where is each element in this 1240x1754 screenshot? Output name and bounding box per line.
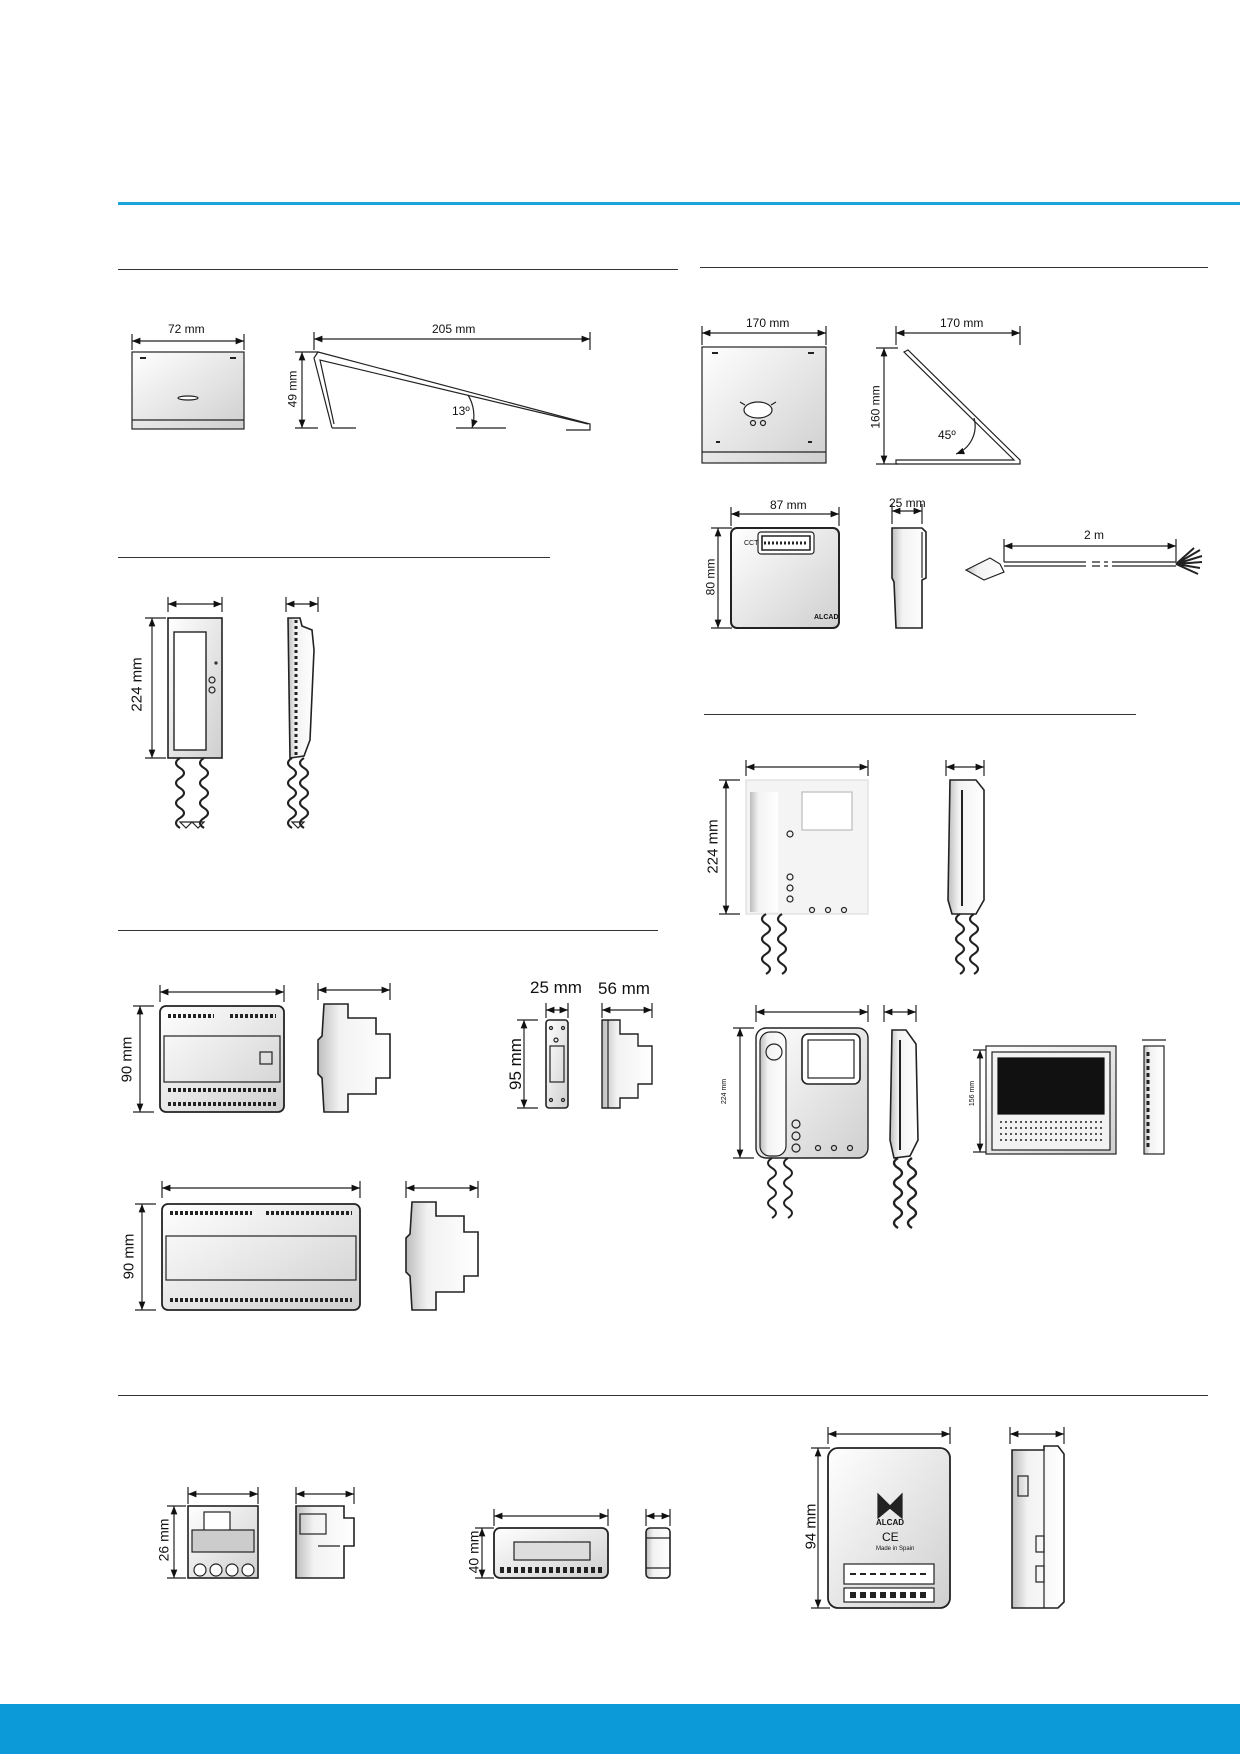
- stand1-height-label: 49 mm: [285, 370, 300, 408]
- handset-front: [145, 597, 222, 828]
- stand2-height-label: 160 mm: [868, 385, 883, 429]
- large-psu-height-label: 90 mm: [120, 1233, 138, 1280]
- psu-side: [318, 983, 390, 1112]
- ce-mark: CE: [882, 1530, 899, 1544]
- made-in-label: Made in Spain: [876, 1546, 915, 1552]
- stand2-depth-label: 170 mm: [940, 316, 984, 330]
- large-psu-front: [135, 1181, 360, 1310]
- cable-length-label: 2 m: [1084, 528, 1105, 542]
- monitor3-front: [973, 1046, 1116, 1154]
- scart-adapter-front: [711, 507, 839, 628]
- relay-side: [296, 1487, 354, 1578]
- distributor-front: [475, 1509, 608, 1578]
- monitor2-front: [733, 1005, 868, 1218]
- adapter-depth-label: 25 mm: [889, 496, 926, 510]
- amplifier-brand-logo: ALCAD: [876, 1518, 904, 1527]
- relay-front: [167, 1487, 258, 1578]
- amplifier-side: [1010, 1427, 1064, 1608]
- monitor1-side: [946, 760, 984, 974]
- scart-label: CCT: [744, 540, 759, 547]
- amplifier-height-label: 94 mm: [802, 1503, 820, 1550]
- distributor-height-label: 40 mm: [465, 1530, 482, 1574]
- scart-adapter-side: [892, 504, 926, 628]
- small-module-height-label: 95 mm: [505, 1038, 525, 1090]
- stand1-width-label: 72 mm: [168, 322, 205, 336]
- monitor2-side: [884, 1005, 918, 1228]
- stand2-width-label: 170 mm: [746, 316, 790, 330]
- psu-height-label: 90 mm: [118, 1036, 136, 1083]
- scart-cable: [966, 539, 1202, 580]
- small-module-depth-label: 56 mm: [598, 979, 650, 998]
- adapter-brand-label: ALCAD: [814, 614, 839, 621]
- distributor-side: [646, 1509, 670, 1578]
- small-module-side: [602, 1003, 652, 1108]
- monitor3-side: [1142, 1040, 1166, 1154]
- stand1-length-label: 205 mm: [432, 322, 476, 336]
- adapter-width-label: 87 mm: [770, 498, 807, 512]
- relay-height-label: 26 mm: [155, 1518, 172, 1562]
- adapter-height-label: 80 mm: [703, 558, 718, 596]
- psu-front: [133, 985, 284, 1112]
- monitor-stand-side: [876, 326, 1020, 464]
- stand1-angle-label: 13º: [452, 404, 470, 418]
- handset-side: [286, 597, 318, 828]
- monitor-stand-front: [702, 326, 826, 463]
- small-module-width-label: 25 mm: [530, 978, 582, 997]
- monitor3-height-label: 156 mm: [969, 1080, 977, 1107]
- monitor-height-label: 224 mm: [704, 819, 722, 874]
- footer-bar: [0, 1704, 1240, 1754]
- stand2-angle-label: 45º: [938, 428, 956, 442]
- large-psu-side: [406, 1181, 478, 1310]
- desk-stand-side: [295, 332, 590, 430]
- monitor1-front: [719, 760, 868, 974]
- phone-height-label: 224 mm: [128, 657, 146, 712]
- desk-stand-front: [132, 334, 244, 429]
- monitor2-height-label: 224 mm: [721, 1078, 729, 1105]
